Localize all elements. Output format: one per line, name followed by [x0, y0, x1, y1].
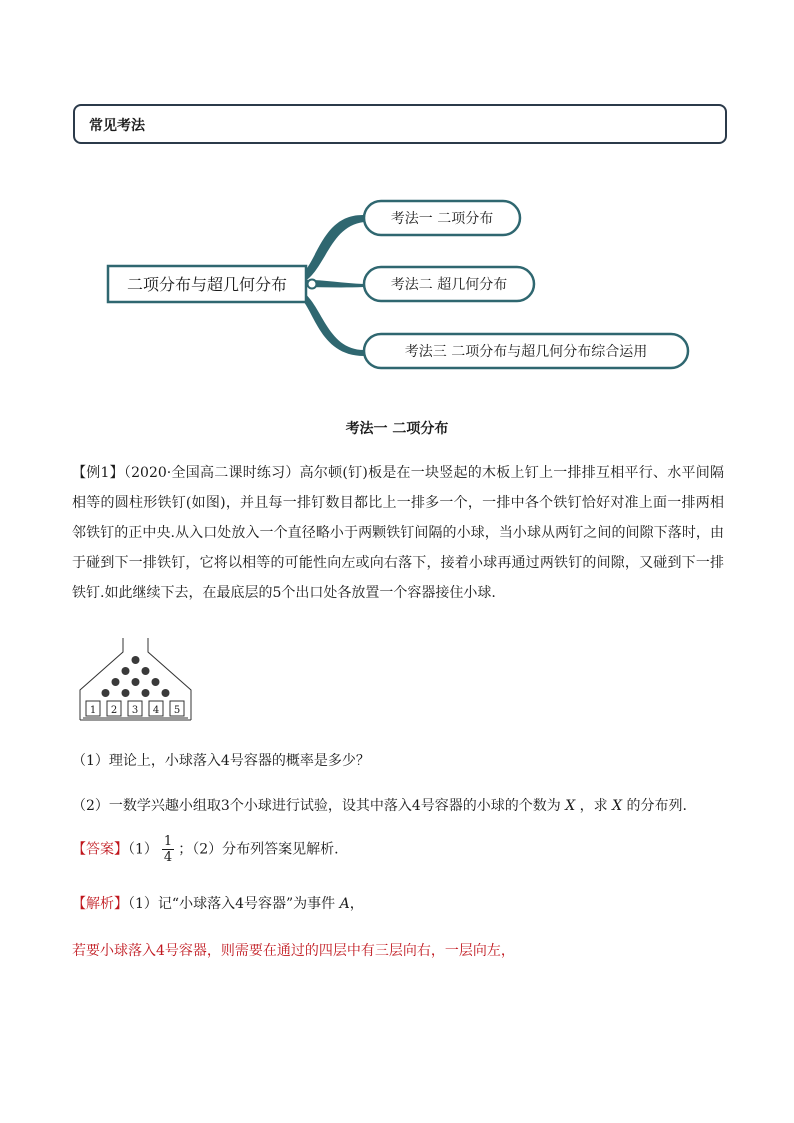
peg	[162, 689, 170, 697]
question-1: （1）理论上，小球落入4号容器的概率是多少？	[72, 753, 370, 769]
fraction-numerator: 1	[163, 834, 173, 849]
answer-fraction	[162, 834, 174, 865]
question-2-text-a: （2）一数学兴趣小组取3个小球进行试验，设其中落入4号容器的小球的个数为	[72, 798, 561, 814]
peg	[112, 678, 120, 686]
branch-node-label-2: 考法二 超几何分布	[390, 277, 508, 293]
example-source: （2020·全国高二课时练习）	[123, 465, 300, 481]
root-node-label: 二项分布与超几何分布	[126, 275, 288, 294]
peg	[152, 678, 160, 686]
peg	[142, 667, 150, 675]
branch-node-label-3: 考法三 二项分布与超几何分布综合运用	[404, 344, 648, 360]
analysis-text-1b: ，	[349, 896, 364, 912]
galton-board-figure	[78, 636, 194, 722]
question-2-var-x2: X	[612, 798, 623, 814]
container-label-1: 1	[89, 705, 97, 716]
analysis-text-1a: （1）记“小球落入4号容器”为事件	[128, 896, 336, 912]
analysis-line-2: 若要小球落入4号容器，则需要在通过的四层中有三层向右，一层向左，	[72, 943, 515, 959]
analysis-var-a: A	[339, 896, 350, 912]
branch-connector-1	[300, 215, 364, 282]
answer-part-1: （1）	[128, 841, 158, 858]
root-connector-dot	[308, 280, 317, 289]
container-label-2: 2	[110, 705, 118, 716]
mind-map	[0, 0, 794, 400]
branch-node-label-1: 考法一 二项分布	[390, 211, 494, 227]
example-text: 高尔顿(钉)板是在一块竖起的木板上钉上一排排互相平行、水平间隔相等的圆柱形铁钉(如图)，并且每一排钉数目都比上一排多一个，一排中各个铁钉恰好对准上面一排两相邻铁钉的正中央.从入口处放入一个直径略小于两颗铁钉间隔的小球，当小球从两钉之间的间隙下落时，由于碰到下一排铁钉，它将以相等的可能性向左或向右落下，接着小球再通过两铁钉的间隙，又碰到下一排铁钉.如此继续下去，在最底层的5个出口处各放置一个容器接住小球.	[72, 465, 724, 601]
answer-line	[72, 834, 339, 865]
question-2-text-b: ，求	[579, 798, 608, 814]
container-label-5: 5	[173, 705, 181, 716]
peg	[132, 678, 140, 686]
example-paragraph	[72, 458, 724, 608]
example-label: 【例1】	[72, 465, 124, 481]
container-label-3: 3	[131, 705, 139, 716]
branch-connector-3	[298, 290, 364, 356]
peg	[142, 689, 150, 697]
question-2	[72, 795, 687, 815]
fraction-denominator: 4	[163, 850, 173, 865]
section-heading: 考法一 二项分布	[345, 421, 449, 437]
answer-part-2: ；（2）分布列答案见解析.	[178, 841, 339, 858]
section-title: 常见考法	[89, 118, 145, 134]
analysis-label: 【解析】	[72, 896, 128, 912]
container-label-4: 4	[152, 705, 160, 716]
question-2-text-c: 的分布列.	[626, 798, 687, 814]
peg	[132, 656, 140, 664]
peg	[122, 667, 130, 675]
peg	[122, 689, 130, 697]
question-2-var-x: X	[565, 798, 576, 814]
analysis-line-1	[72, 893, 364, 913]
answer-label: 【答案】	[72, 841, 128, 858]
peg	[102, 689, 110, 697]
